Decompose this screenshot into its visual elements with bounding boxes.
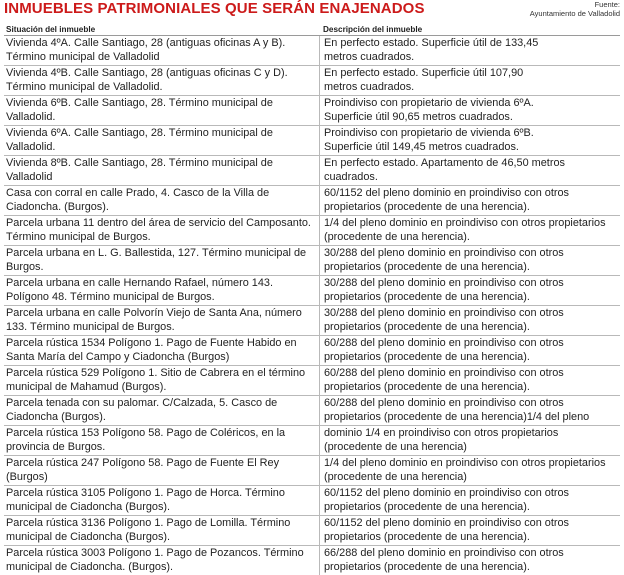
source-credit xyxy=(530,0,620,18)
descripcion-cell: En perfecto estado. Superficie útil de 133,45 metros cuadrados. xyxy=(324,37,539,64)
properties-table xyxy=(4,23,620,575)
table-row xyxy=(4,456,620,486)
table-row xyxy=(4,36,620,66)
situacion-cell: Parcela rústica 3105 Polígono 1. Pago de Horca. Término municipal de Ciadoncha (Burgos). xyxy=(4,486,320,515)
table-row xyxy=(4,306,620,336)
situacion-cell: Parcela urbana en calle Polvorín Viejo de Santa Ana, número 133. Término municipal de Burgos. xyxy=(4,306,320,335)
descripcion-cell: 60/1152 del pleno dominio en proindiviso con otros propietarios (procedente de una herencia). xyxy=(324,517,570,544)
page-title: INMUEBLES PATRIMONIALES QUE SERÁN ENAJENADOS xyxy=(4,0,425,17)
situacion-cell: Parcela rústica 3136 Polígono 1. Pago de Lomilla. Término municipal de Ciadoncha (Burgos). xyxy=(4,516,320,545)
situacion-cell: Parcela urbana en L. G. Ballestida, 127. Término municipal de Burgos. xyxy=(4,246,320,275)
descripcion-cell: 30/288 del pleno dominio en proindiviso con otros propietarios (procedente de una herencia). xyxy=(324,277,564,304)
table-row xyxy=(4,516,620,546)
table-row xyxy=(4,336,620,366)
source-name: Ayuntamiento de Valladolid xyxy=(529,9,620,18)
header xyxy=(4,0,620,20)
table-row xyxy=(4,366,620,396)
source-label: Fuente: xyxy=(594,0,620,9)
table-row xyxy=(4,486,620,516)
table-row xyxy=(4,216,620,246)
table-body xyxy=(4,36,620,575)
table-row xyxy=(4,396,620,426)
situacion-cell: Vivienda 4ºB. Calle Santiago, 28 (antiguas oficinas C y D). Término municipal de Valladolid. xyxy=(4,66,320,95)
table-row xyxy=(4,426,620,456)
situacion-cell: Parcela urbana en calle Hernando Rafael, número 143. Polígono 48. Término municipal de Burgos. xyxy=(4,276,320,305)
situacion-cell: Parcela urbana 11 dentro del área de servicio del Camposanto. Término municipal de Burgos. xyxy=(4,216,320,245)
column-header-situacion: Situación del inmueble xyxy=(6,25,96,34)
descripcion-cell: En perfecto estado. Superficie útil 107,90 metros cuadrados. xyxy=(324,67,524,94)
descripcion-cell: 60/1152 del pleno dominio en proindiviso con otros propietarios (procedente de una herencia). xyxy=(324,187,570,214)
descripcion-cell: dominio 1/4 en proindiviso con otros propietarios (procedente de una herencia) xyxy=(324,427,559,454)
table-row xyxy=(4,96,620,126)
table-header-row xyxy=(4,23,620,36)
column-header-descripcion: Descripción del inmueble xyxy=(323,25,423,34)
descripcion-cell: 60/1152 del pleno dominio en proindiviso con otros propietarios (procedente de una herencia). xyxy=(324,487,570,514)
situacion-cell: Vivienda 4ºA. Calle Santiago, 28 (antiguas oficinas A y B). Término municipal de Valladolid xyxy=(4,36,320,65)
table-row xyxy=(4,546,620,575)
descripcion-cell: 1/4 del pleno dominio en proindiviso con otros propietarios (procedente de una herencia). xyxy=(324,217,606,244)
situacion-cell: Casa con corral en calle Prado, 4. Casco de la Villa de Ciadoncha. (Burgos). xyxy=(4,186,320,215)
situacion-cell: Parcela rústica 153 Polígono 58. Pago de Coléricos, en la provincia de Burgos. xyxy=(4,426,320,455)
situacion-cell: Parcela rústica 3003 Polígono 1. Pago de Pozancos. Término municipal de Ciadoncha. (Burgos). xyxy=(4,546,320,575)
descripcion-cell: 30/288 del pleno dominio en proindiviso con otros propietarios (procedente de una herencia). xyxy=(324,307,564,334)
descripcion-cell: 1/4 del pleno dominio en proindiviso con otros propietarios (procedente de una herencia) xyxy=(324,457,606,484)
table-row xyxy=(4,126,620,156)
descripcion-cell: 66/288 del pleno dominio en proindiviso con otros propietarios (procedente de una herencia). xyxy=(324,547,564,574)
descripcion-cell: 60/288 del pleno dominio en proindiviso con otros propietarios (procedente de una herencia). xyxy=(324,367,564,394)
situacion-cell: Parcela rústica 1534 Polígono 1. Pago de Fuente Habido en Santa María del Campo y Ciadoncha (Burgos) xyxy=(4,336,320,365)
descripcion-cell: En perfecto estado. Apartamento de 46,50 metros cuadrados. xyxy=(324,157,565,184)
table-row xyxy=(4,186,620,216)
table-row xyxy=(4,66,620,96)
situacion-cell: Vivienda 6ºA. Calle Santiago, 28. Término municipal de Valladolid. xyxy=(4,126,320,155)
table-row xyxy=(4,156,620,186)
situacion-cell: Parcela rústica 529 Polígono 1. Sitio de Cabrera en el término municipal de Mahamud (Burgos). xyxy=(4,366,320,395)
descripcion-cell: Proindiviso con propietario de vivienda 6ºB. Superficie útil 149,45 metros cuadrados. xyxy=(324,127,534,154)
situacion-cell: Parcela rústica 247 Polígono 58. Pago de Fuente El Rey (Burgos) xyxy=(4,456,320,485)
descripcion-cell: 60/288 del pleno dominio en proindiviso con otros propietarios (procedente de una herencia). xyxy=(324,337,564,364)
situacion-cell: Vivienda 6ºB. Calle Santiago, 28. Término municipal de Valladolid. xyxy=(4,96,320,125)
situacion-cell: Parcela tenada con su palomar. C/Calzada, 5. Casco de Ciadoncha (Burgos). xyxy=(4,396,320,425)
table-row xyxy=(4,276,620,306)
situacion-cell: Vivienda 8ºB. Calle Santiago, 28. Término municipal de Valladolid xyxy=(4,156,320,185)
descripcion-cell: 60/288 del pleno dominio en proindiviso con otros propietarios (procedente de una herencia)1/4 del pleno xyxy=(324,397,590,424)
table-row xyxy=(4,246,620,276)
descripcion-cell: 30/288 del pleno dominio en proindiviso con otros propietarios (procedente de una herencia). xyxy=(324,247,564,274)
descripcion-cell: Proindiviso con propietario de vivienda 6ºA. Superficie útil 90,65 metros cuadrados. xyxy=(324,97,534,124)
